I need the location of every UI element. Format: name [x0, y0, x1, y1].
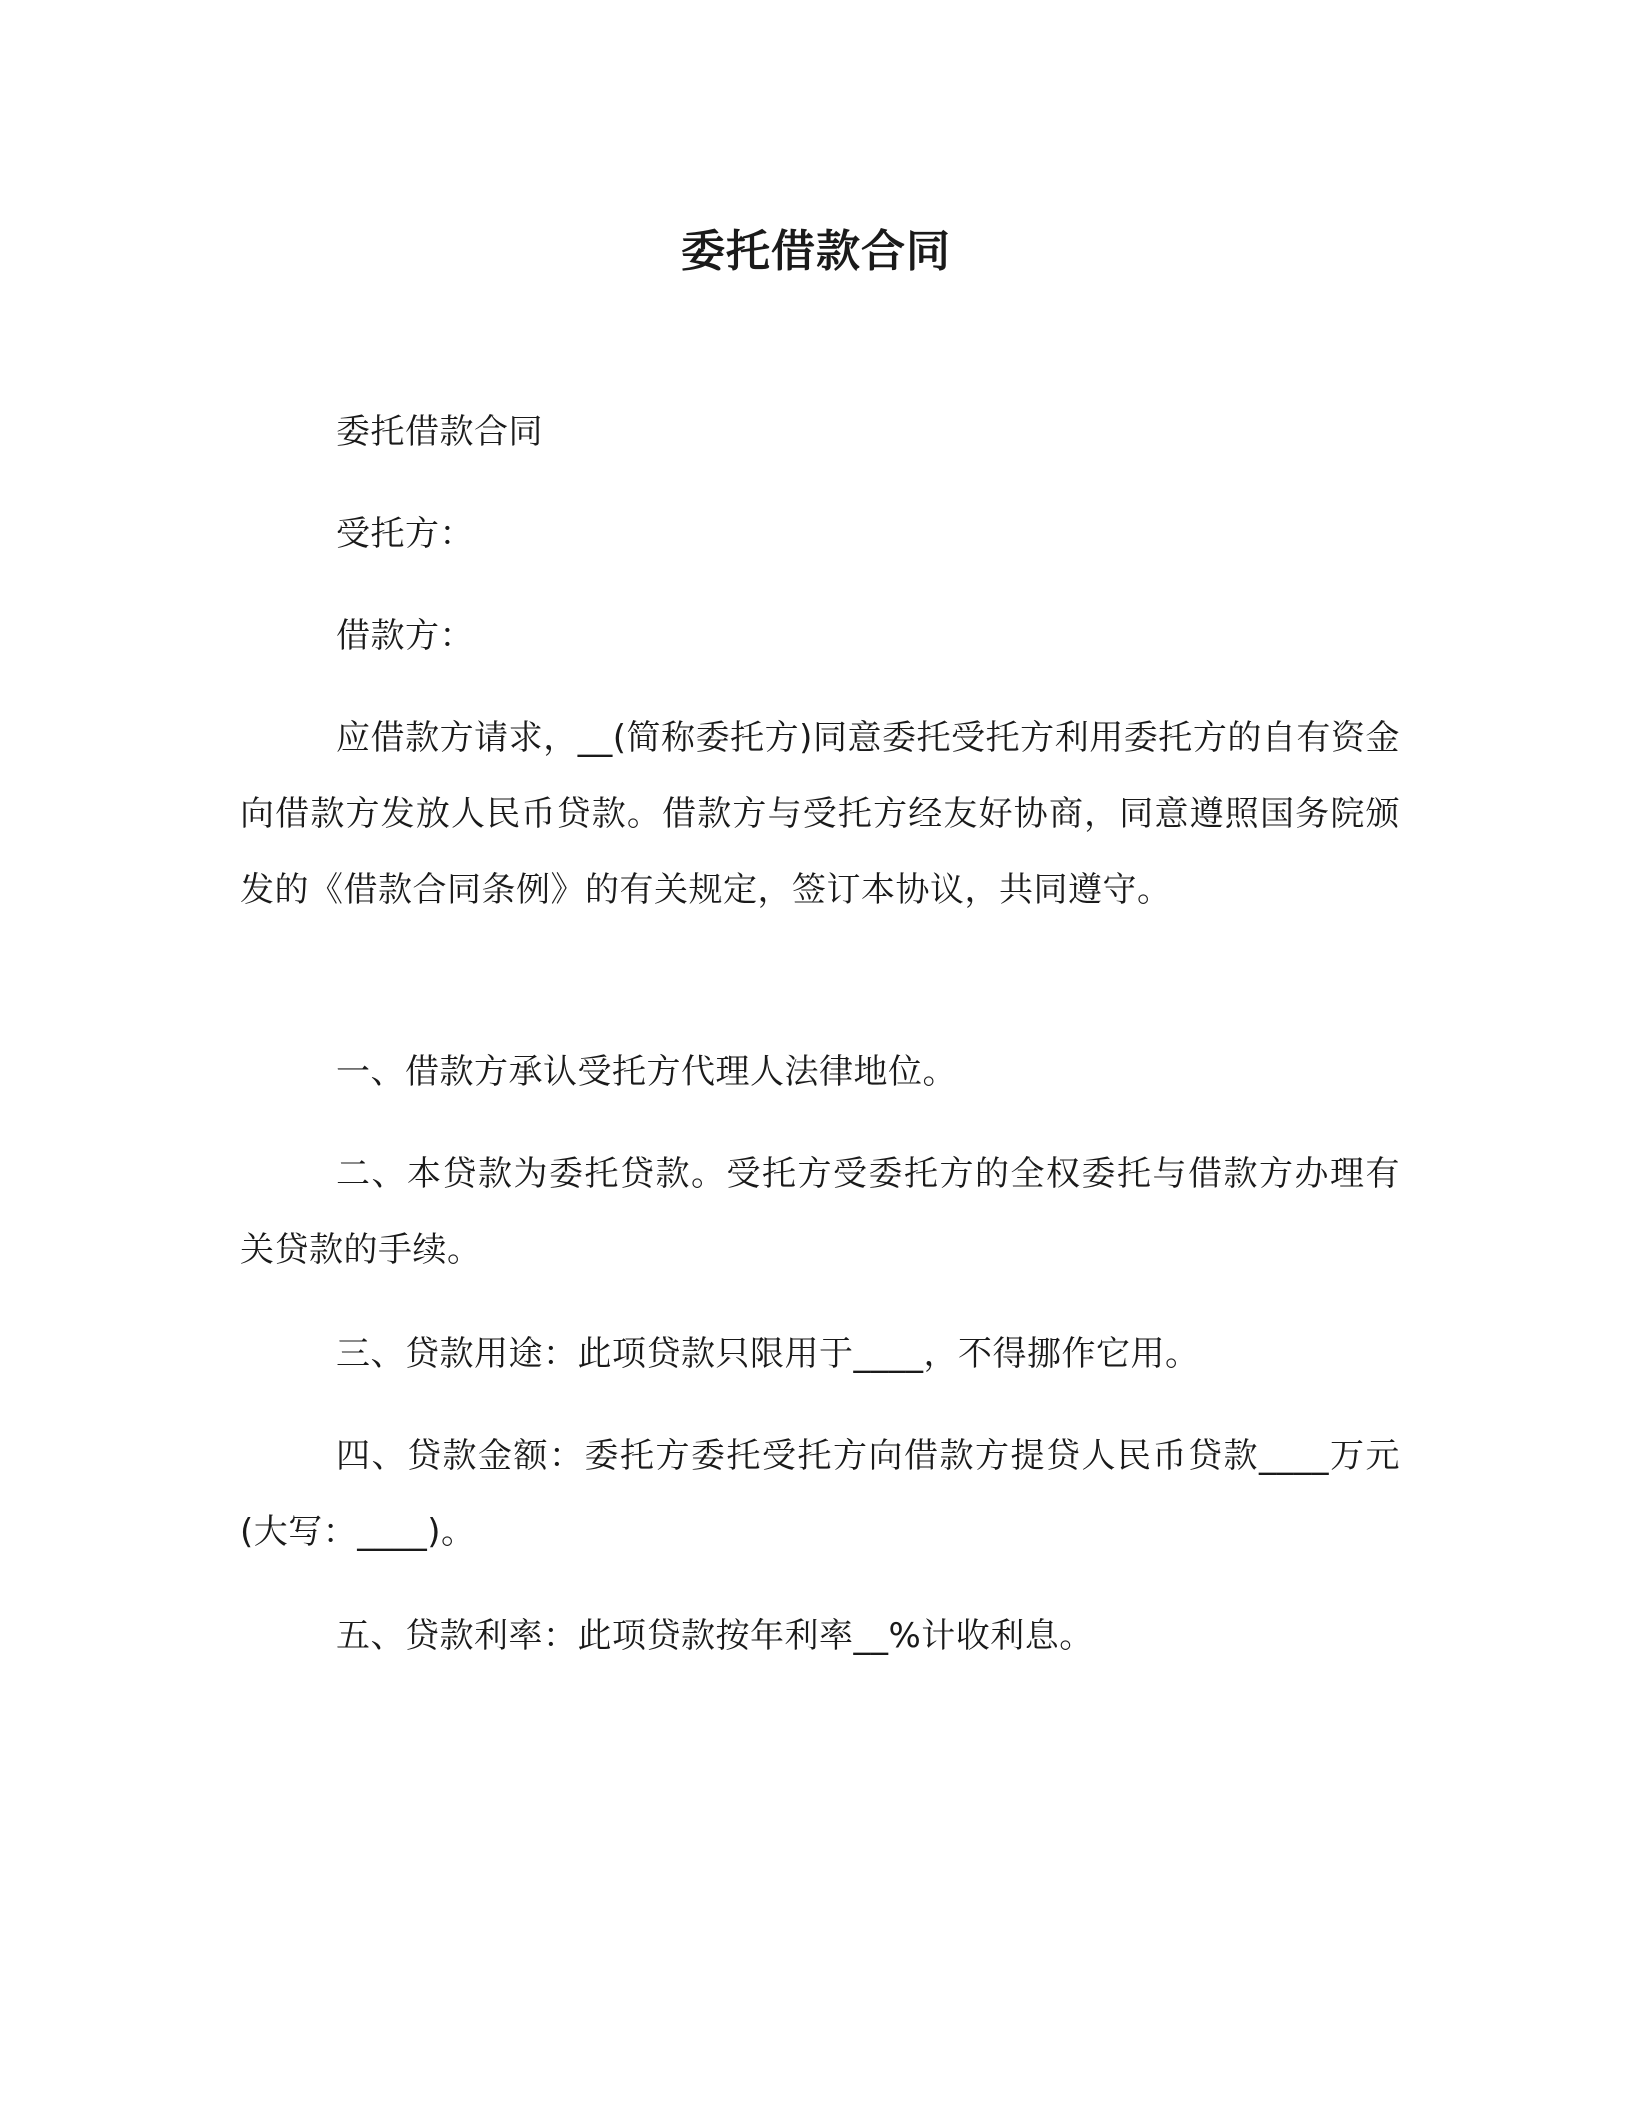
paragraph-borrower: 借款方：	[336, 616, 474, 656]
paragraph-clause-5: 五、贷款利率：此项贷款按年利率__%计收利息。	[336, 1616, 1094, 1656]
paragraph-preamble: 应借款方请求，__(简称委托方)同意委托受托方利用委托方的自有资金向借款方发放人民币贷款。借款方与受托方经友好协商，同意遵照国务院颁发的《借款合同条例》的有关规定，签订本协议，共同遵守。	[240, 718, 1400, 910]
paragraph-trustee: 受托方：	[336, 514, 474, 554]
paragraph-clause-2: 二、本贷款为委托贷款。受托方受委托方的全权委托与借款方办理有关贷款的手续。	[240, 1154, 1400, 1270]
paragraph-clause-1: 一、借款方承认受托方代理人法律地位。	[336, 1052, 957, 1092]
paragraph-clause-3: 三、贷款用途：此项贷款只限用于____，不得挪作它用。	[336, 1334, 1200, 1374]
paragraph-subtitle: 委托借款合同	[336, 412, 543, 452]
document-title: 委托借款合同	[681, 226, 951, 277]
paragraph-clause-4: 四、贷款金额：委托方委托受托方向借款方提贷人民币贷款____万元(大写：____)。	[240, 1436, 1400, 1552]
